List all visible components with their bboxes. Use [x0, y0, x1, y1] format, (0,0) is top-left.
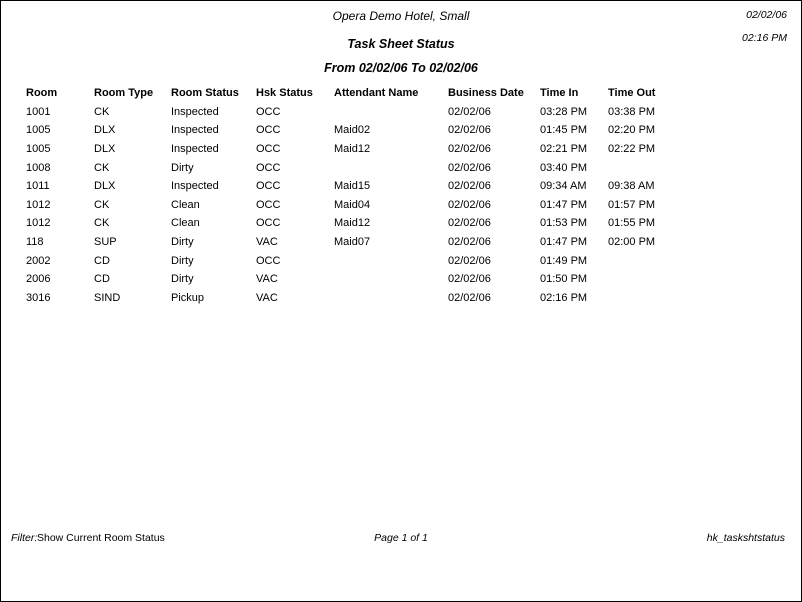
cell-time-in: 01:47 PM [540, 236, 588, 249]
cell-hsk-status: OCC [256, 143, 281, 156]
cell-room-type: DLX [94, 143, 116, 156]
cell-room-type: SIND [94, 291, 121, 304]
cell-room-type: DLX [94, 124, 116, 137]
cell-hsk-status: OCC [256, 180, 281, 193]
hotel-name: Opera Demo Hotel, Small [332, 9, 470, 23]
cell-room-type: CK [94, 198, 110, 211]
cell-time-out: 02:22 PM [608, 143, 656, 156]
cell-room-status: Dirty [171, 161, 194, 174]
table-row [1, 140, 802, 159]
cell-time-in: 01:49 PM [540, 254, 588, 267]
table-header-row [1, 84, 802, 103]
cell-time-in: 01:47 PM [540, 198, 588, 211]
column-header-attendant-name: Attendant Name [334, 87, 419, 100]
table-row [1, 214, 802, 233]
table-row [1, 158, 802, 177]
cell-room: 1005 [26, 124, 51, 137]
cell-room-type: SUP [94, 236, 117, 249]
table-row [1, 233, 802, 252]
cell-time-out: 09:38 AM [608, 180, 655, 193]
table-row [1, 251, 802, 270]
page-number: Page 1 of 1 [374, 532, 428, 544]
table-body [1, 103, 802, 308]
cell-hsk-status: VAC [256, 291, 278, 304]
cell-time-in: 01:50 PM [540, 273, 588, 286]
cell-room-status: Dirty [171, 254, 194, 267]
cell-hsk-status: VAC [256, 273, 278, 286]
cell-time-in: 03:40 PM [540, 161, 588, 174]
cell-attendant-name: Maid07 [334, 236, 371, 249]
cell-time-out: 01:57 PM [608, 198, 656, 211]
task-sheet-table [1, 84, 802, 307]
report-title: Task Sheet Status [347, 37, 455, 51]
report-date-range: From 02/02/06 To 02/02/06 [324, 61, 478, 75]
cell-room-status: Clean [171, 217, 200, 230]
cell-time-in: 02:16 PM [540, 291, 588, 304]
print-time: 02:16 PM [742, 32, 787, 44]
cell-business-date: 02/02/06 [448, 124, 491, 137]
table-row [1, 121, 802, 140]
cell-time-out: 02:20 PM [608, 124, 656, 137]
cell-hsk-status: OCC [256, 161, 281, 174]
report-header [1, 1, 801, 75]
cell-room-type: CD [94, 254, 110, 267]
cell-room-status: Clean [171, 198, 200, 211]
cell-time-out: 03:38 PM [608, 105, 656, 118]
table-row [1, 270, 802, 289]
cell-room-status: Dirty [171, 273, 194, 286]
cell-room-type: DLX [94, 180, 116, 193]
cell-room-type: CK [94, 161, 110, 174]
cell-hsk-status: OCC [256, 105, 281, 118]
cell-attendant-name: Maid15 [334, 180, 371, 193]
cell-room-status: Dirty [171, 236, 194, 249]
cell-hsk-status: VAC [256, 236, 278, 249]
cell-attendant-name: Maid04 [334, 198, 371, 211]
cell-attendant-name: Maid12 [334, 217, 371, 230]
cell-room-status: Inspected [171, 105, 219, 118]
cell-room: 1011 [26, 180, 50, 193]
cell-room: 1005 [26, 143, 51, 156]
cell-time-in: 03:28 PM [540, 105, 588, 118]
cell-hsk-status: OCC [256, 217, 281, 230]
cell-business-date: 02/02/06 [448, 273, 491, 286]
cell-room: 118 [26, 236, 44, 249]
cell-room-status: Inspected [171, 143, 219, 156]
cell-attendant-name: Maid02 [334, 124, 371, 137]
print-date: 02/02/06 [746, 9, 787, 21]
table-row [1, 103, 802, 122]
cell-business-date: 02/02/06 [448, 198, 491, 211]
cell-time-in: 02:21 PM [540, 143, 588, 156]
cell-room-type: CK [94, 105, 110, 118]
cell-time-out: 02:00 PM [608, 236, 656, 249]
cell-business-date: 02/02/06 [448, 180, 491, 193]
cell-hsk-status: OCC [256, 124, 281, 137]
cell-room: 1012 [26, 217, 51, 230]
cell-business-date: 02/02/06 [448, 254, 491, 267]
column-header-time-out: Time Out [608, 87, 656, 100]
table-row [1, 177, 802, 196]
cell-business-date: 02/02/06 [448, 161, 491, 174]
cell-business-date: 02/02/06 [448, 217, 491, 230]
filter-label: Filter: [11, 532, 38, 544]
table-row [1, 196, 802, 215]
cell-room: 2006 [26, 273, 51, 286]
cell-room: 1008 [26, 161, 51, 174]
column-header-business-date: Business Date [448, 87, 524, 100]
cell-room-status: Inspected [171, 124, 219, 137]
cell-hsk-status: OCC [256, 198, 281, 211]
report-footer [1, 532, 801, 546]
cell-room: 1001 [26, 105, 51, 118]
column-header-room: Room [26, 87, 58, 100]
column-header-time-in: Time In [540, 87, 579, 100]
cell-time-in: 09:34 AM [540, 180, 587, 193]
column-header-room-type: Room Type [94, 87, 154, 100]
cell-business-date: 02/02/06 [448, 105, 491, 118]
cell-room-status: Pickup [171, 291, 205, 304]
cell-business-date: 02/02/06 [448, 236, 491, 249]
cell-business-date: 02/02/06 [448, 143, 491, 156]
cell-room: 2002 [26, 254, 51, 267]
cell-business-date: 02/02/06 [448, 291, 491, 304]
cell-time-out: 01:55 PM [608, 217, 656, 230]
cell-room: 1012 [26, 198, 51, 211]
filter-value: Show Current Room Status [37, 532, 165, 544]
column-header-hsk-status: Hsk Status [256, 87, 313, 100]
table-row [1, 289, 802, 308]
cell-time-in: 01:45 PM [540, 124, 588, 137]
cell-room-status: Inspected [171, 180, 219, 193]
cell-room-type: CD [94, 273, 110, 286]
cell-hsk-status: OCC [256, 254, 281, 267]
cell-room: 3016 [26, 291, 51, 304]
cell-time-in: 01:53 PM [540, 217, 588, 230]
column-header-room-status: Room Status [171, 87, 239, 100]
cell-attendant-name: Maid12 [334, 143, 371, 156]
report-id: hk_taskshtstatus [706, 532, 785, 544]
cell-room-type: CK [94, 217, 110, 230]
